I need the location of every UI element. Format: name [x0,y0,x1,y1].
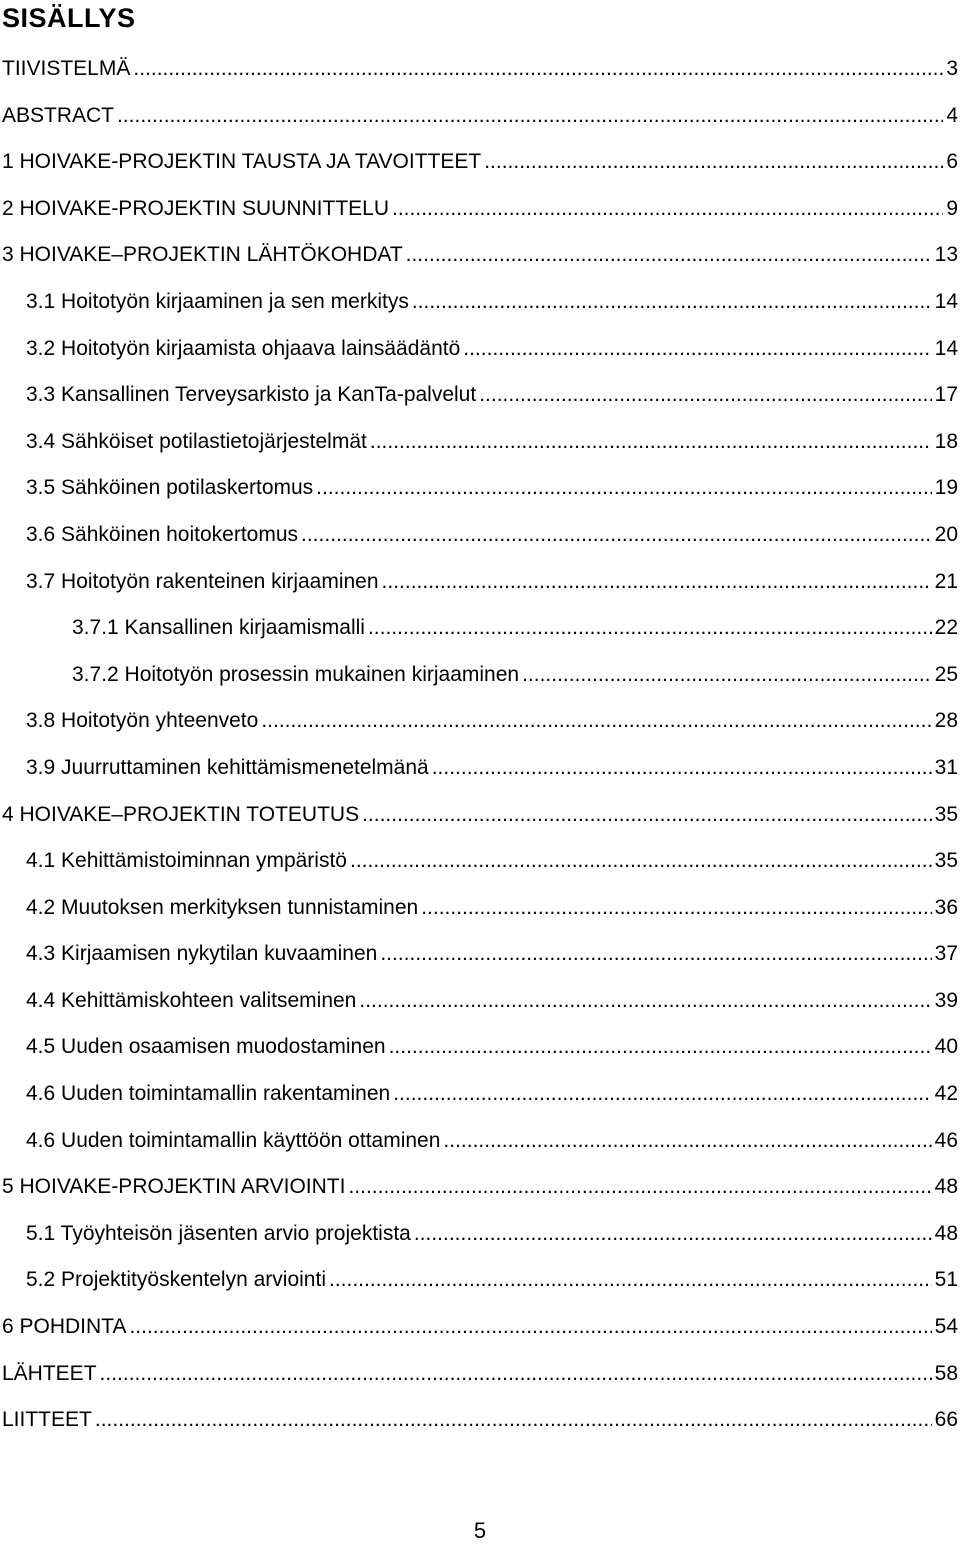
toc-entry[interactable] [0,652,960,699]
dot-leader [393,1071,931,1118]
toc-entry[interactable] [0,745,960,792]
dot-leader [443,1118,931,1165]
toc-entry-page: 25 [934,662,958,686]
toc-entry-page: 21 [934,569,958,593]
dot-leader [414,1211,932,1258]
toc-entry[interactable] [0,1071,960,1118]
dot-leader [129,1304,931,1351]
toc-entry-page: 58 [934,1361,958,1385]
toc-entry[interactable] [0,1164,960,1211]
toc-entry[interactable] [0,838,960,885]
toc-entry-page: 66 [934,1408,958,1432]
toc-entry-label: 5.1 Työyhteisön jäsenten arvio projektista [26,1221,411,1245]
toc-entry-label: 6 POHDINTA [2,1315,127,1339]
dot-leader [368,605,932,652]
toc-entry-label: 4.6 Uuden toimintamallin käyttöön ottaminen [26,1128,441,1152]
toc-entry-label: 3.7 Hoitotyön rakenteinen kirjaaminen [26,569,379,593]
toc-entry-label: 3.4 Sähköiset potilastietojärjestelmät [26,429,367,453]
dot-leader [484,139,943,186]
toc-entry-label: TIIVISTELMÄ [2,57,131,80]
toc-entry-page: 48 [934,1175,958,1199]
toc-entry-label: 4.1 Kehittämistoiminnan ympäristö [26,849,347,873]
dot-leader [117,93,943,140]
toc-entry-page: 9 [946,196,958,220]
toc-entry[interactable] [0,605,960,652]
toc-entry-label: 3 HOIVAKE–PROJEKTIN LÄHTÖKOHDAT [2,243,403,267]
dot-leader [392,186,943,233]
toc-entry-label: LIITTEET [2,1408,92,1432]
toc-entry-label: 3.8 Hoitotyön yhteenveto [26,709,259,733]
page-number: 5 [473,1518,487,1543]
toc-entry-page: 42 [934,1082,958,1106]
toc-entry-label: 3.5 Sähköinen potilaskertomus [26,476,314,500]
toc-entry-label: 3.7.2 Hoitotyön prosessin mukainen kirjaaminen [72,662,520,686]
toc-entry[interactable] [0,1304,960,1351]
toc-entry-page: 3 [946,57,958,80]
toc-entry-label: 3.1 Hoitotyön kirjaaminen ja sen merkitys [26,289,409,313]
dot-leader [301,512,932,559]
dot-leader [370,419,932,466]
toc-entry[interactable] [0,1024,960,1071]
toc-entry-label: 2 HOIVAKE-PROJEKTIN SUUNNITTELU [2,196,390,220]
page-title: SISÄLLYS [2,3,136,33]
toc-entry-page: 51 [934,1268,958,1292]
toc-entry[interactable] [0,186,960,233]
dot-leader [95,1397,932,1444]
dot-leader [432,745,932,792]
toc-entry-page: 19 [934,476,958,500]
toc-entry-page: 35 [934,802,958,826]
dot-leader [380,931,931,978]
toc-entry-label: 4.6 Uuden toimintamallin rakentaminen [26,1082,391,1106]
toc-entry[interactable] [0,372,960,419]
toc-entry[interactable] [0,792,960,839]
toc-entry-page: 37 [934,942,958,966]
dot-leader [362,792,932,839]
dot-leader [522,652,932,699]
toc-entry[interactable] [0,279,960,326]
toc-entry[interactable] [0,139,960,186]
dot-leader [261,698,931,745]
toc-entry-label: 4 HOIVAKE–PROJEKTIN TOTEUTUS [2,802,360,826]
toc-entry-page: 46 [934,1128,958,1152]
toc-entry-page: 4 [946,103,958,127]
toc-entry-page: 31 [934,755,958,779]
toc-entry[interactable] [0,419,960,466]
toc-entry-label: LÄHTEET [2,1361,97,1385]
toc-entry-label: 5.2 Projektityöskentelyn arviointi [26,1268,326,1292]
dot-leader [100,1351,932,1398]
toc-entry[interactable] [0,1351,960,1398]
toc-entry-label: 5 HOIVAKE-PROJEKTIN ARVIOINTI [2,1175,346,1199]
toc-entry-page: 17 [934,383,958,407]
toc-entry-page: 48 [934,1221,958,1245]
toc-entry-label: 4.2 Muutoksen merkityksen tunnistaminen [26,895,419,919]
toc-entry[interactable] [0,1397,960,1444]
dot-leader [348,1164,931,1211]
dot-leader [389,1024,932,1071]
toc-entry[interactable] [0,232,960,279]
toc-entry-label: 3.3 Kansallinen Terveysarkisto ja KanTa-palvelut [26,383,477,407]
toc-entry-label: 3.6 Sähköinen hoitokertomus [26,522,299,546]
toc-entry-page: 40 [934,1035,958,1059]
toc-entry-page: 20 [934,522,958,546]
dot-leader [421,885,931,932]
table-of-contents [0,46,960,1444]
dot-leader [329,1257,932,1304]
toc-entry-page: 6 [946,150,958,174]
toc-entry-page: 39 [934,988,958,1012]
toc-entry-page: 54 [934,1315,958,1339]
toc-entry-page: 13 [934,243,958,267]
toc-entry-page: 14 [934,336,958,360]
toc-entry[interactable] [0,698,960,745]
dot-leader [316,465,931,512]
dot-leader [359,978,931,1025]
dot-leader [406,232,932,279]
toc-entry-label: 4.5 Uuden osaamisen muodostaminen [26,1035,386,1059]
toc-entry-page: 18 [934,429,958,453]
dot-leader [382,559,932,606]
toc-entry-label: 4.3 Kirjaamisen nykytilan kuvaaminen [26,942,378,966]
toc-entry-label: 3.2 Hoitotyön kirjaamista ohjaava lainsäädäntö [26,336,461,360]
toc-entry-label: 3.9 Juurruttaminen kehittämismenetelmänä [26,755,429,779]
dot-leader [479,372,931,419]
dot-leader [412,279,932,326]
toc-entry-page: 14 [934,289,958,313]
toc-entry[interactable] [0,465,960,512]
toc-entry[interactable] [0,1211,960,1258]
toc-entry[interactable] [0,1257,960,1304]
toc-entry-label: 4.4 Kehittämiskohteen valitseminen [26,988,357,1012]
toc-entry[interactable] [0,46,960,93]
toc-entry[interactable] [0,978,960,1025]
toc-entry-label: 3.7.1 Kansallinen kirjaamismalli [72,616,365,640]
toc-entry-page: 22 [934,616,958,640]
dot-leader [133,46,943,93]
toc-entry-label: 1 HOIVAKE-PROJEKTIN TAUSTA JA TAVOITTEET [2,150,482,174]
toc-entry[interactable] [0,326,960,373]
toc-entry[interactable] [0,1118,960,1165]
toc-entry[interactable] [0,559,960,606]
toc-entry[interactable] [0,885,960,932]
dot-leader [350,838,932,885]
dot-leader [463,326,931,373]
toc-entry[interactable] [0,93,960,140]
toc-entry-page: 28 [934,709,958,733]
toc-entry-page: 36 [934,895,958,919]
toc-entry-page: 35 [934,849,958,873]
toc-entry-label: ABSTRACT [2,103,115,127]
toc-entry[interactable] [0,931,960,978]
toc-entry[interactable] [0,512,960,559]
